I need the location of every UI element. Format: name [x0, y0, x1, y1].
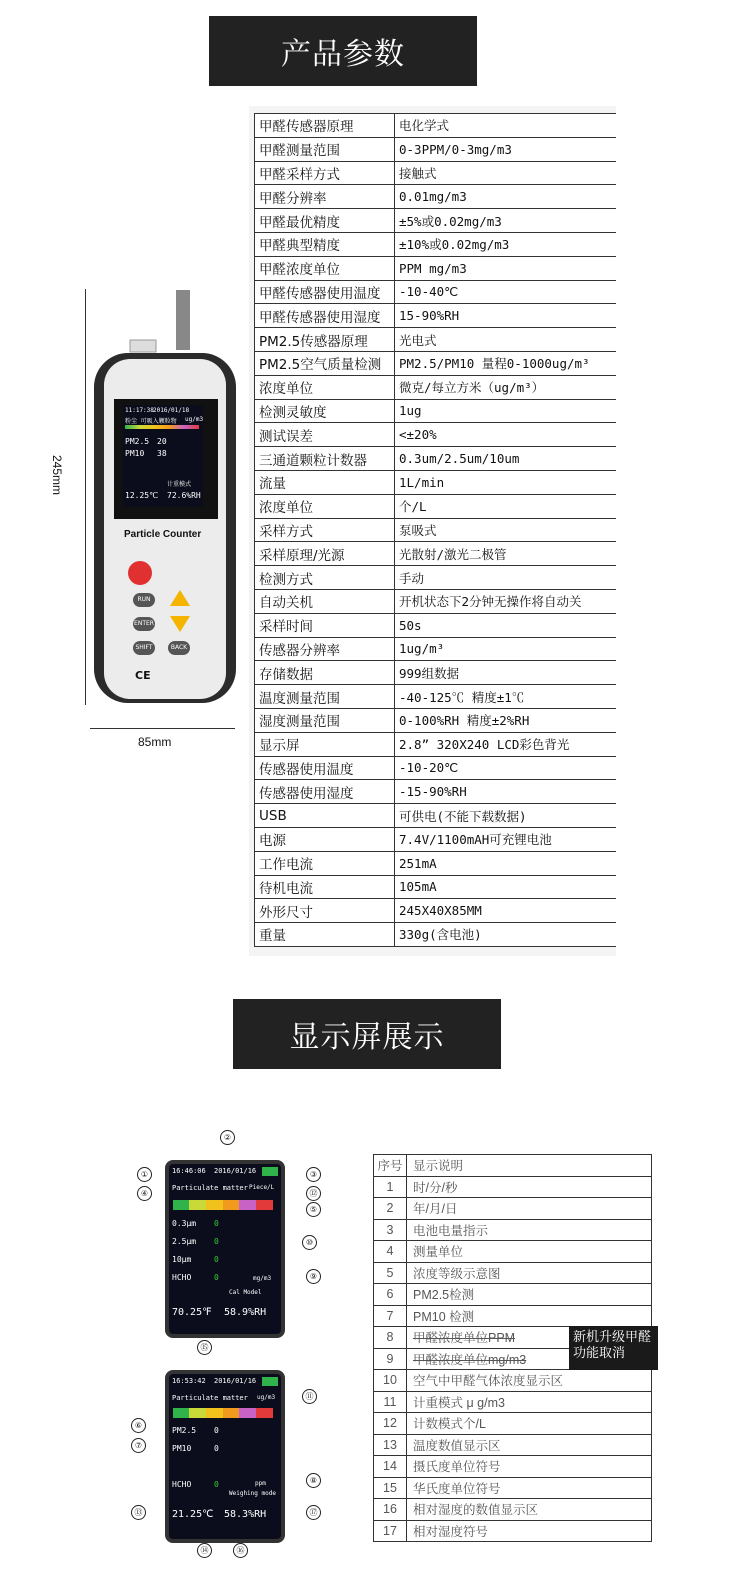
display-row-no: 11 — [374, 1391, 407, 1413]
device-time: 11:17:38 — [125, 407, 154, 414]
spec-value: 999组数据 — [395, 661, 617, 685]
display-row-desc: 甲醛浓度单位PPM — [407, 1327, 652, 1349]
spec-key: 测试误差 — [255, 423, 395, 447]
spec-value: 接触式 — [395, 161, 617, 185]
back-button[interactable]: BACK — [168, 641, 190, 655]
spec-value: 7.4V/1100mAH可充锂电池 — [395, 827, 617, 851]
upgrade-note: 新机升级甲醛功能取消 — [569, 1326, 658, 1370]
spec-key: 检测方式 — [255, 566, 395, 590]
sensor-probe — [176, 290, 190, 350]
spec-key: 待机电流 — [255, 875, 395, 899]
spec-value: 1ug — [395, 399, 617, 423]
spec-key: 显示屏 — [255, 732, 395, 756]
s2-time: 16:53:42 — [172, 1377, 206, 1385]
spec-value: -10-40℃ — [395, 280, 617, 304]
display-row-desc: 空气中甲醛气体浓度显示区 — [407, 1370, 652, 1392]
s1-level-bar — [173, 1200, 273, 1210]
display-row-no: 6 — [374, 1284, 407, 1306]
callout-10: ⑩ — [302, 1235, 317, 1250]
spec-row — [255, 518, 617, 542]
s1-v2: 0 — [214, 1237, 219, 1246]
spec-row — [255, 494, 617, 518]
spec-key: 传感器分辨率 — [255, 637, 395, 661]
spec-row — [255, 232, 617, 256]
s2-temp: 21.25℃ — [172, 1509, 214, 1520]
spec-row — [255, 708, 617, 732]
display-row — [374, 1520, 652, 1542]
display-row-desc: 计数模式个/L — [407, 1413, 652, 1435]
display-row — [374, 1284, 652, 1306]
display-row-desc: 相对湿度的数值显示区 — [407, 1499, 652, 1521]
callout-15: ⑮ — [197, 1340, 212, 1355]
device-pm25-label: PM2.5 — [125, 437, 150, 446]
display-row-desc: PM10 检测 — [407, 1305, 652, 1327]
device-level-bar — [125, 425, 199, 429]
header-desc: 显示说明 — [407, 1155, 652, 1177]
spec-value: 电化学式 — [395, 114, 617, 138]
spec-key: 甲醛传感器原理 — [255, 114, 395, 138]
spec-value: 泵吸式 — [395, 518, 617, 542]
display-table-header — [374, 1155, 652, 1177]
spec-value: 0.01mg/m3 — [395, 185, 617, 209]
width-dimension: 85mm — [138, 735, 172, 749]
up-arrow-icon[interactable] — [170, 590, 190, 606]
spec-value: 光散射/激光二极管 — [395, 542, 617, 566]
spec-row — [255, 328, 617, 352]
spec-row — [255, 756, 617, 780]
params-banner — [209, 16, 477, 86]
display-row-no: 10 — [374, 1370, 407, 1392]
spec-row — [255, 542, 617, 566]
spec-key: 流量 — [255, 470, 395, 494]
display-row-no: 1 — [374, 1176, 407, 1198]
spec-row — [255, 685, 617, 709]
spec-value: 15-90%RH — [395, 304, 617, 328]
s1-hcho: HCHO — [172, 1273, 192, 1282]
display-row-desc: 温度数值显示区 — [407, 1434, 652, 1456]
spec-row — [255, 613, 617, 637]
display-row-desc: 甲醛浓度单位mg/m3 — [407, 1348, 652, 1370]
display-row-desc: PM2.5检测 — [407, 1284, 652, 1306]
device-brand: Particle Counter — [124, 529, 202, 540]
spec-value: 0-3PPM/0-3mg/m3 — [395, 137, 617, 161]
down-arrow-icon[interactable] — [170, 616, 190, 632]
spec-row — [255, 804, 617, 828]
spec-row — [255, 899, 617, 923]
display-row-desc: 测量单位 — [407, 1241, 652, 1263]
s1-date: 2016/01/16 — [214, 1167, 257, 1175]
screen-diagram-2 — [165, 1370, 285, 1543]
device-screen — [123, 405, 203, 507]
display-row — [374, 1434, 652, 1456]
display-row-no: 8 — [374, 1327, 407, 1349]
s1-r1: 0.3μm — [172, 1219, 197, 1228]
spec-key: 检测灵敏度 — [255, 399, 395, 423]
spec-value: 2.8” 320X240 LCD彩色背光 — [395, 732, 617, 756]
screen-diagram-1 — [165, 1160, 285, 1338]
spec-row — [255, 827, 617, 851]
s2-r2: PM10 — [172, 1444, 192, 1453]
spec-key: 采样时间 — [255, 613, 395, 637]
spec-row — [255, 423, 617, 447]
spec-key: 外形尺寸 — [255, 899, 395, 923]
display-row — [374, 1198, 652, 1220]
display-row — [374, 1305, 652, 1327]
spec-key: 存储数据 — [255, 661, 395, 685]
spec-row — [255, 566, 617, 590]
spec-row — [255, 780, 617, 804]
callout-5: ⑤ — [306, 1202, 321, 1217]
s1-v1: 0 — [214, 1219, 219, 1228]
spec-key: 甲醛测量范围 — [255, 137, 395, 161]
s1-hcho-unit: mg/m3 — [253, 1275, 272, 1282]
device-humidity: 72.6%RH — [167, 491, 201, 500]
s1-r2: 2.5μm — [172, 1237, 197, 1246]
spec-key: 甲醛传感器使用温度 — [255, 280, 395, 304]
spec-row — [255, 661, 617, 685]
spec-key: 采样原理/光源 — [255, 542, 395, 566]
callout-3: ③ — [306, 1167, 321, 1182]
spec-row — [255, 256, 617, 280]
s1-unit: Piece/L — [249, 1184, 275, 1191]
display-row-desc: 浓度等级示意图 — [407, 1262, 652, 1284]
display-row-no: 12 — [374, 1413, 407, 1435]
spec-value: 0.3um/2.5um/10um — [395, 447, 617, 471]
spec-key: 甲醛传感器使用湿度 — [255, 304, 395, 328]
display-row-no: 16 — [374, 1499, 407, 1521]
spec-key: 甲醛典型精度 — [255, 232, 395, 256]
display-row-no: 14 — [374, 1456, 407, 1478]
spec-value: 105mA — [395, 875, 617, 899]
ce-mark: CE — [135, 669, 151, 682]
display-row-no: 17 — [374, 1520, 407, 1542]
display-row-desc: 华氏度单位符号 — [407, 1477, 652, 1499]
spec-value: -10-20℃ — [395, 756, 617, 780]
callout-11: ⑪ — [302, 1389, 317, 1404]
spec-row — [255, 209, 617, 233]
display-row-no: 5 — [374, 1262, 407, 1284]
s2-hcho-unit: ppm — [255, 1480, 266, 1487]
device-temp: 12.25℃ — [125, 491, 159, 500]
device-unit: ug/m3 — [185, 416, 204, 423]
spec-value: ±5%或0.02mg/m3 — [395, 209, 617, 233]
spec-row — [255, 114, 617, 138]
s1-temp: 70.25℉ — [172, 1307, 212, 1318]
s2-hum: 58.3%RH — [224, 1509, 267, 1520]
s2-hcho: HCHO — [172, 1480, 192, 1489]
display-row — [374, 1262, 652, 1284]
spec-row — [255, 351, 617, 375]
s2-level-bar — [173, 1408, 273, 1418]
spec-value: -40-125℃ 精度±1℃ — [395, 685, 617, 709]
height-dimension-line — [85, 289, 86, 705]
device-pm10-label: PM10 — [125, 449, 145, 458]
params-title: 产品参数 — [281, 37, 405, 72]
spec-row — [255, 923, 617, 947]
spec-row — [255, 185, 617, 209]
callout-14: ⑭ — [197, 1543, 212, 1558]
spec-key: 采样方式 — [255, 518, 395, 542]
s2-v1: 0 — [214, 1426, 219, 1435]
device-mode: 计重模式 — [167, 481, 192, 488]
display-row — [374, 1391, 652, 1413]
callout-13: ⑬ — [131, 1505, 146, 1520]
s1-mode: Cal Model — [229, 1289, 262, 1296]
callout-17: ⑰ — [306, 1505, 321, 1520]
spec-row — [255, 280, 617, 304]
spec-row — [255, 875, 617, 899]
callout-4: ④ — [137, 1186, 152, 1201]
s1-title: Particulate matter — [172, 1184, 248, 1192]
callout-2: ② — [220, 1130, 235, 1145]
spec-key: 浓度单位 — [255, 494, 395, 518]
spec-value: 0-100%RH 精度±2%RH — [395, 708, 617, 732]
spec-row — [255, 137, 617, 161]
spec-key: 甲醛浓度单位 — [255, 256, 395, 280]
s1-hcho-value: 0 — [214, 1273, 219, 1282]
spec-value: 光电式 — [395, 328, 617, 352]
spec-key: 三通道颗粒计数器 — [255, 447, 395, 471]
s2-hcho-value: 0 — [214, 1480, 219, 1489]
spec-key: 甲醛采样方式 — [255, 161, 395, 185]
spec-row — [255, 589, 617, 613]
display-row — [374, 1499, 652, 1521]
spec-value: 251mA — [395, 851, 617, 875]
display-row — [374, 1219, 652, 1241]
spec-row — [255, 732, 617, 756]
height-dimension: 245mm — [50, 455, 64, 496]
display-row-desc: 计重模式 μ g/m3 — [407, 1391, 652, 1413]
width-dimension-line — [90, 728, 235, 729]
display-row — [374, 1413, 652, 1435]
s1-time: 16:46:06 — [172, 1167, 206, 1175]
run-button[interactable]: RUN — [133, 593, 155, 607]
device-title: 粉尘 可吸入颗粒物 — [125, 418, 177, 425]
enter-button[interactable]: ENTER — [133, 617, 155, 631]
s2-date: 2016/01/16 — [214, 1377, 257, 1385]
spec-table — [254, 113, 616, 947]
callout-16: ⑯ — [233, 1543, 248, 1558]
display-row-no: 4 — [374, 1241, 407, 1263]
spec-key: 电源 — [255, 827, 395, 851]
display-row-desc: 相对湿度符号 — [407, 1520, 652, 1542]
device-pm25-value: 20 — [157, 437, 167, 446]
spec-key: PM2.5传感器原理 — [255, 328, 395, 352]
spec-row — [255, 447, 617, 471]
spec-key: 甲醛最优精度 — [255, 209, 395, 233]
spec-row — [255, 399, 617, 423]
s2-mode: Weighing mode — [229, 1490, 276, 1497]
spec-value: 可供电(不能下载数据) — [395, 804, 617, 828]
callout-9: ⑨ — [306, 1269, 321, 1284]
s2-title: Particulate matter — [172, 1394, 248, 1402]
spec-value: 个/L — [395, 494, 617, 518]
s2-r1: PM2.5 — [172, 1426, 197, 1435]
display-row — [374, 1477, 652, 1499]
display-row-no: 13 — [374, 1434, 407, 1456]
spec-value: 手动 — [395, 566, 617, 590]
spec-value: ±10%或0.02mg/m3 — [395, 232, 617, 256]
s1-hum: 58.9%RH — [224, 1307, 267, 1318]
s2-unit: ug/m3 — [257, 1394, 276, 1401]
spec-value: 1L/min — [395, 470, 617, 494]
display-row-no: 2 — [374, 1198, 407, 1220]
spec-value: 微克/每立方米（ug/m³） — [395, 375, 617, 399]
spec-row — [255, 851, 617, 875]
callout-7: ⑦ — [131, 1438, 146, 1453]
display-row — [374, 1370, 652, 1392]
display-row-no: 7 — [374, 1305, 407, 1327]
s1-r3: 10μm — [172, 1255, 192, 1264]
spec-key: 自动关机 — [255, 589, 395, 613]
callout-12: ⑫ — [306, 1186, 321, 1201]
display-row-desc: 时/分/秒 — [407, 1176, 652, 1198]
display-row-desc: 年/月/日 — [407, 1198, 652, 1220]
spec-key: PM2.5空气质量检测 — [255, 351, 395, 375]
spec-value: 245X40X85MM — [395, 899, 617, 923]
spec-value: <±20% — [395, 423, 617, 447]
spec-key: 甲醛分辨率 — [255, 185, 395, 209]
spec-value: PM2.5/PM10 量程0-1000ug/m³ — [395, 351, 617, 375]
spec-value: 1ug/m³ — [395, 637, 617, 661]
spec-table-panel — [249, 106, 616, 956]
spec-key: 传感器使用湿度 — [255, 780, 395, 804]
display-row — [374, 1456, 652, 1478]
spec-value: PPM mg/m3 — [395, 256, 617, 280]
display-row-desc: 摄氏度单位符号 — [407, 1456, 652, 1478]
battery-icon — [262, 1377, 278, 1386]
display-row — [374, 1241, 652, 1263]
device-pm10-value: 38 — [157, 449, 167, 458]
power-button — [128, 561, 152, 585]
spec-value: 330g(含电池) — [395, 923, 617, 947]
callout-6: ⑥ — [131, 1418, 146, 1433]
display-row-desc: 电池电量指示 — [407, 1219, 652, 1241]
spec-key: 温度测量范围 — [255, 685, 395, 709]
spec-row — [255, 304, 617, 328]
callout-8: ⑧ — [306, 1473, 321, 1488]
callout-1: ① — [137, 1167, 152, 1182]
spec-key: 湿度测量范围 — [255, 708, 395, 732]
spec-value: 开机状态下2分钟无操作将自动关 — [395, 589, 617, 613]
spec-value: -15-90%RH — [395, 780, 617, 804]
spec-value: 50s — [395, 613, 617, 637]
display-row-no: 15 — [374, 1477, 407, 1499]
display-row-no: 9 — [374, 1348, 407, 1370]
spec-row — [255, 637, 617, 661]
spec-key: 浓度单位 — [255, 375, 395, 399]
display-banner — [233, 999, 501, 1069]
display-row — [374, 1176, 652, 1198]
display-row-no: 3 — [374, 1219, 407, 1241]
display-title: 显示屏展示 — [289, 1020, 445, 1055]
spec-row — [255, 375, 617, 399]
battery-icon — [262, 1167, 278, 1176]
spec-row — [255, 470, 617, 494]
shift-button[interactable]: SHIFT — [133, 641, 155, 655]
s1-v3: 0 — [214, 1255, 219, 1264]
spec-key: 工作电流 — [255, 851, 395, 875]
device-date: 2016/01/18 — [153, 407, 190, 414]
header-no: 序号 — [374, 1155, 407, 1177]
spec-key: USB — [255, 804, 395, 828]
s2-v2: 0 — [214, 1444, 219, 1453]
spec-key: 重量 — [255, 923, 395, 947]
spec-row — [255, 161, 617, 185]
spec-key: 传感器使用温度 — [255, 756, 395, 780]
